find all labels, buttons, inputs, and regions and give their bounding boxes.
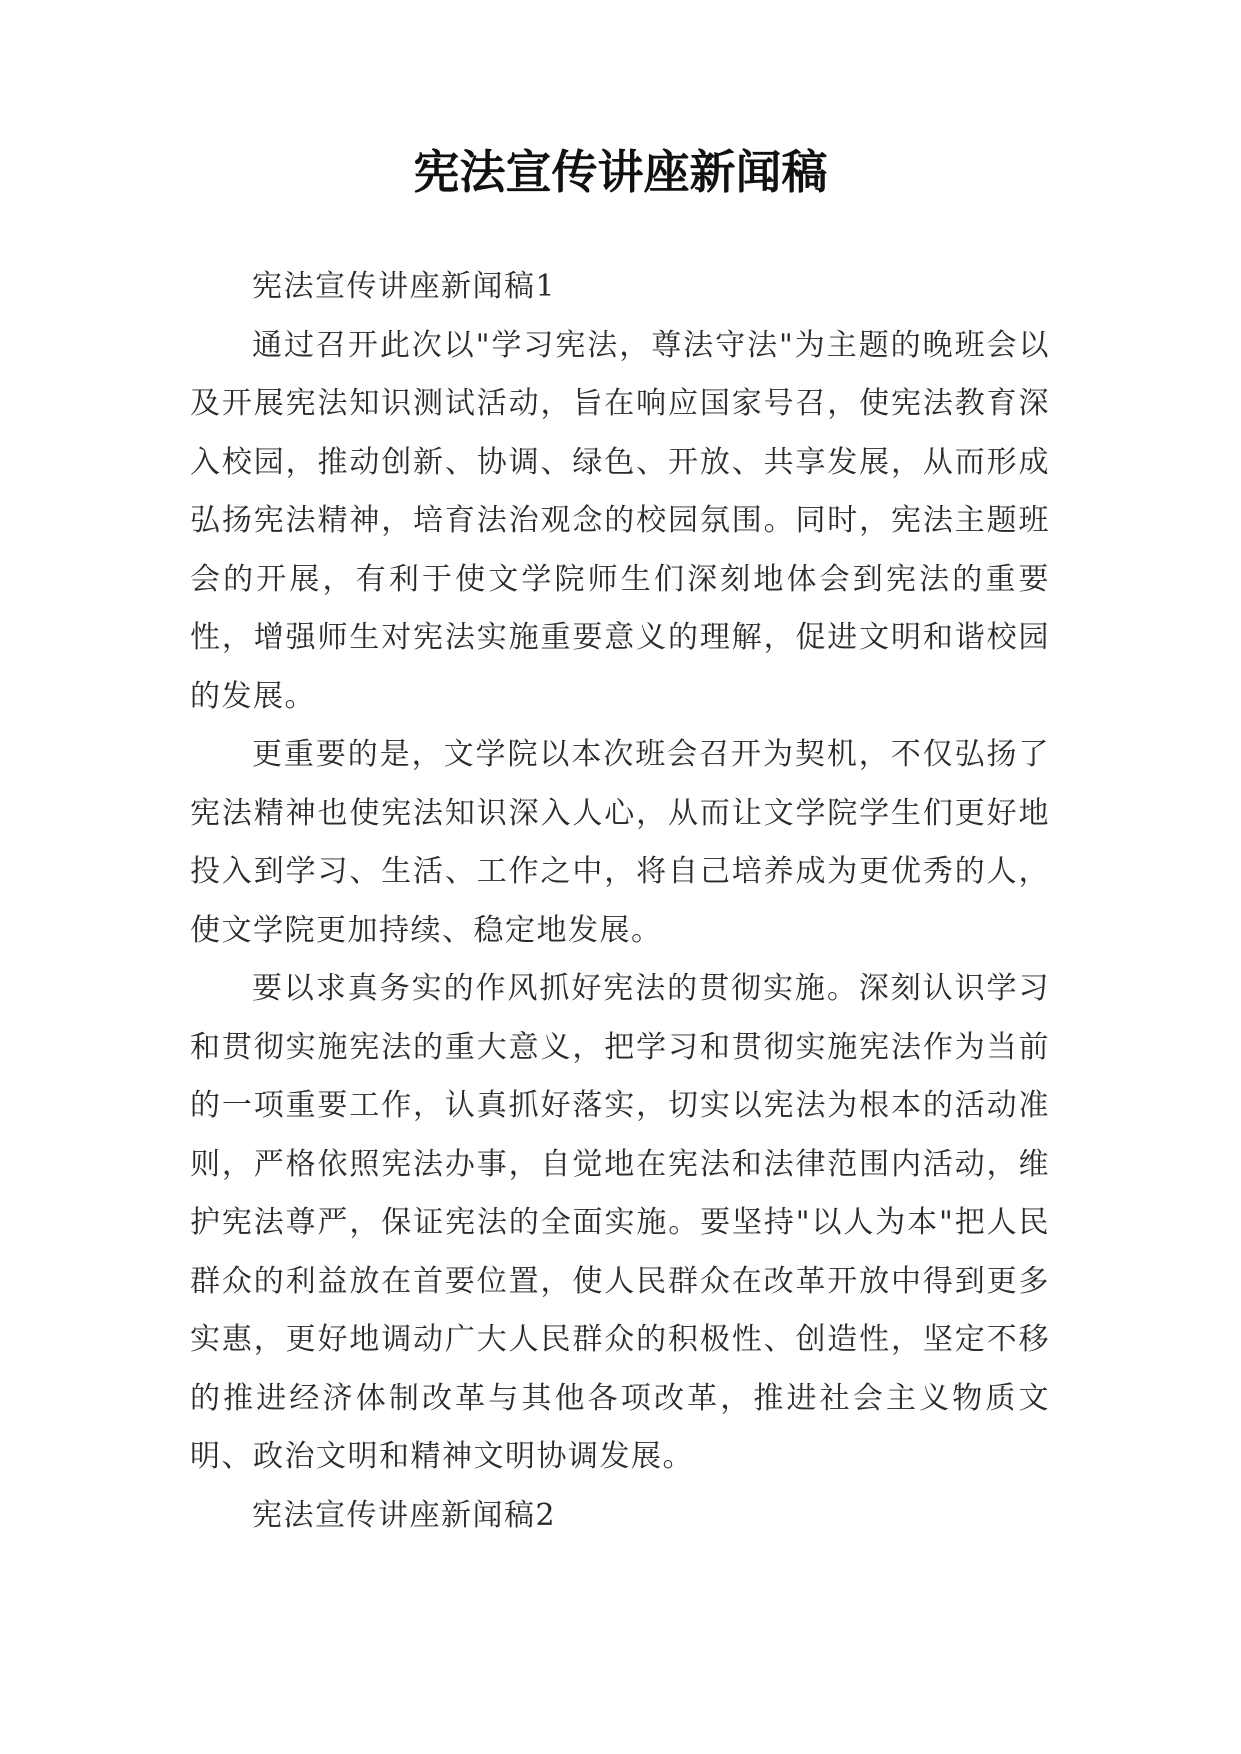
paragraph-1: 通过召开此次以"学习宪法，尊法守法"为主题的晚班会以及开展宪法知识测试活动，旨在响应国家号召，使宪法教育深入校园，推动创新、协调、绿色、开放、共享发展，从而形成弘扬宪法精神，培育法治观念的校园氛围。同时，宪法主题班会的开展，有利于使文学院师生们深刻地体会到宪法的重要性，增强师生对宪法实施重要意义的理解，促进文明和谐校园的发展。 (190, 327, 1050, 714)
paragraph-2: 更重要的是，文学院以本次班会召开为契机，不仅弘扬了宪法精神也使宪法知识深入人心，从而让文学院学生们更好地投入到学习、生活、工作之中，将自己培养成为更优秀的人，使文学院更加持续、稳定地发展。 (190, 737, 1050, 948)
document-body (190, 258, 1050, 1545)
section-heading-1: 宪法宣传讲座新闻稿1 (252, 269, 557, 304)
paragraph-3: 要以求真务实的作风抓好宪法的贯彻实施。深刻认识学习和贯彻实施宪法的重大意义，把学习和贯彻实施宪法作为当前的一项重要工作，认真抓好落实，切实以宪法为根本的活动准则，严格依照宪法办事，自觉地在宪法和法律范围内活动，维护宪法尊严，保证宪法的全面实施。要坚持"以人为本"把人民群众的利益放在首要位置，使人民群众在改革开放中得到更多实惠，更好地调动广大人民群众的积极性、创造性，坚定不移的推进经济体制改革与其他各项改革，推进社会主义物质文明、政治文明和精神文明协调发展。 (190, 971, 1050, 1474)
document-title: 宪法宣传讲座新闻稿 (413, 145, 828, 199)
section-heading-2: 宪法宣传讲座新闻稿2 (252, 1497, 557, 1533)
